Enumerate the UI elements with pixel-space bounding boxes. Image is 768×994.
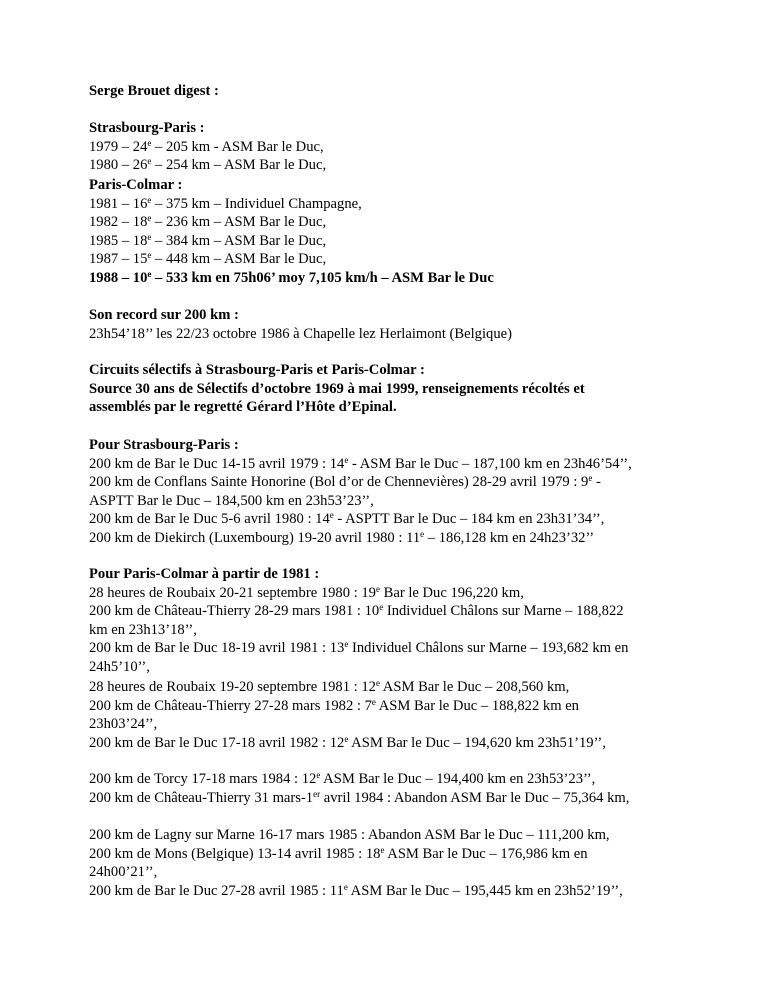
record-text: 23h54’18’’ les 22/23 octobre 1986 à Chapelle lez Herlaimont (Belgique) bbox=[89, 325, 512, 342]
section-heading: Paris-Colmar : bbox=[89, 177, 183, 193]
digest-title: Serge Brouet digest : bbox=[89, 83, 219, 99]
pour-strasbourg-1980 bbox=[89, 510, 689, 547]
race-line: 28 heures de Roubaix 20-21 septembre 1980 : 19e Bar le Duc 196,220 km, bbox=[89, 583, 524, 601]
circuits-section bbox=[89, 361, 689, 417]
pour-strasbourg-section bbox=[89, 436, 689, 510]
result-line: 1985 – 18e – 384 km – ASM Bar le Duc, bbox=[89, 231, 327, 249]
race-line: 200 km de Château-Thierry 31 mars-1er avril 1984 : Abandon ASM Bar le Duc – 75,364 km, bbox=[89, 788, 630, 806]
result-line: 1979 – 24e – 205 km - ASM Bar le Duc, bbox=[89, 137, 324, 155]
section-heading: Son record sur 200 km : bbox=[89, 307, 239, 323]
race-line: 200 km de Mons (Belgique) 13-14 avril 1985 : 18e ASM Bar le Duc – 176,986 km en bbox=[89, 844, 588, 862]
race-line: 200 km de Bar le Duc 18-19 avril 1981 : 13e Individuel Châlons sur Marne – 193,682 km en bbox=[89, 639, 629, 656]
section-heading: Pour Strasbourg-Paris : bbox=[89, 437, 239, 453]
race-line: 200 km de Torcy 17-18 mars 1984 : 12e ASM Bar le Duc – 194,400 km en 23h53’23’’, bbox=[89, 770, 596, 787]
race-line: ASPTT Bar le Duc – 184,500 km en 23h53’23’’, bbox=[89, 492, 374, 509]
result-line: 1982 – 18e – 236 km – ASM Bar le Duc, bbox=[89, 213, 327, 230]
race-line: 24h5’10’’, bbox=[89, 658, 150, 675]
result-line: 1981 – 16e – 375 km – Individuel Champagne, bbox=[89, 194, 362, 212]
paris-colmar-section bbox=[89, 176, 689, 287]
record-section bbox=[89, 306, 689, 343]
section-heading: Circuits sélectifs à Strasbourg-Paris et Paris-Colmar : bbox=[89, 362, 425, 378]
race-line: 200 km de Conflans Sainte Honorine (Bol d’or de Chennevières) 28-29 avril 1979 : 9e - bbox=[89, 473, 601, 490]
result-line: 1987 – 15e – 448 km – ASM Bar le Duc, bbox=[89, 250, 327, 267]
race-line: km en 23h13’18’’, bbox=[89, 621, 197, 638]
race-line: 200 km de Bar le Duc 5-6 avril 1980 : 14e - ASPTT Bar le Duc – 184 km en 23h31’34’’, bbox=[89, 510, 605, 527]
strasbourg-paris-section bbox=[89, 119, 689, 175]
result-line: 1980 – 26e – 254 km – ASM Bar le Duc, bbox=[89, 156, 327, 173]
race-line: 200 km de Bar le Duc 14-15 avril 1979 : 14e - ASM Bar le Duc – 187,100 km en 23h46’54’’, bbox=[89, 454, 632, 472]
section-heading: Pour Paris-Colmar à partir de 1981 : bbox=[89, 566, 320, 582]
race-line: 200 km de Diekirch (Luxembourg) 19-20 avril 1980 : 11e – 186,128 km en 24h23’32’’ bbox=[89, 528, 595, 546]
section-heading: Strasbourg-Paris : bbox=[89, 120, 205, 136]
source-text: assemblés par le regretté Gérard l’Hôte d’Epinal. bbox=[89, 399, 397, 415]
race-line: 23h03’24’’, bbox=[89, 716, 158, 732]
race-line: 200 km de Lagny sur Marne 16-17 mars 1985 : Abandon ASM Bar le Duc – 111,200 km, bbox=[89, 827, 610, 843]
race-line: 200 km de Château-Thierry 28-29 mars 1981 : 10e Individuel Châlons sur Marne – 188,822 bbox=[89, 602, 624, 619]
source-text: Source 30 ans de Sélectifs d’octobre 1969 à mai 1999, renseignements récoltés et bbox=[89, 380, 585, 397]
race-line: 200 km de Bar le Duc 17-18 avril 1982 : 12e ASM Bar le Duc – 194,620 km 23h51’19’’, bbox=[89, 733, 606, 751]
race-line: 200 km de Bar le Duc 27-28 avril 1985 : 11e ASM Bar le Duc – 195,445 km en 23h52’19’’, bbox=[89, 881, 623, 899]
race-line: 200 km de Château-Thierry 27-28 mars 1982 : 7e ASM Bar le Duc – 188,822 km en bbox=[89, 696, 579, 714]
race-line: 28 heures de Roubaix 19-20 septembre 1981 : 12e ASM Bar le Duc – 208,560 km, bbox=[89, 678, 570, 695]
pour-colmar-1981-82 bbox=[89, 678, 689, 752]
pour-colmar-1984 bbox=[89, 770, 689, 807]
pour-colmar-section bbox=[89, 565, 689, 676]
pour-colmar-1985 bbox=[89, 826, 689, 900]
digest-title-block bbox=[89, 82, 689, 101]
race-line: 24h00’21’’, bbox=[89, 864, 158, 880]
best-result-line: 1988 – 10e – 533 km en 75h06’ moy 7,105 km/h – ASM Bar le Duc bbox=[89, 268, 494, 286]
